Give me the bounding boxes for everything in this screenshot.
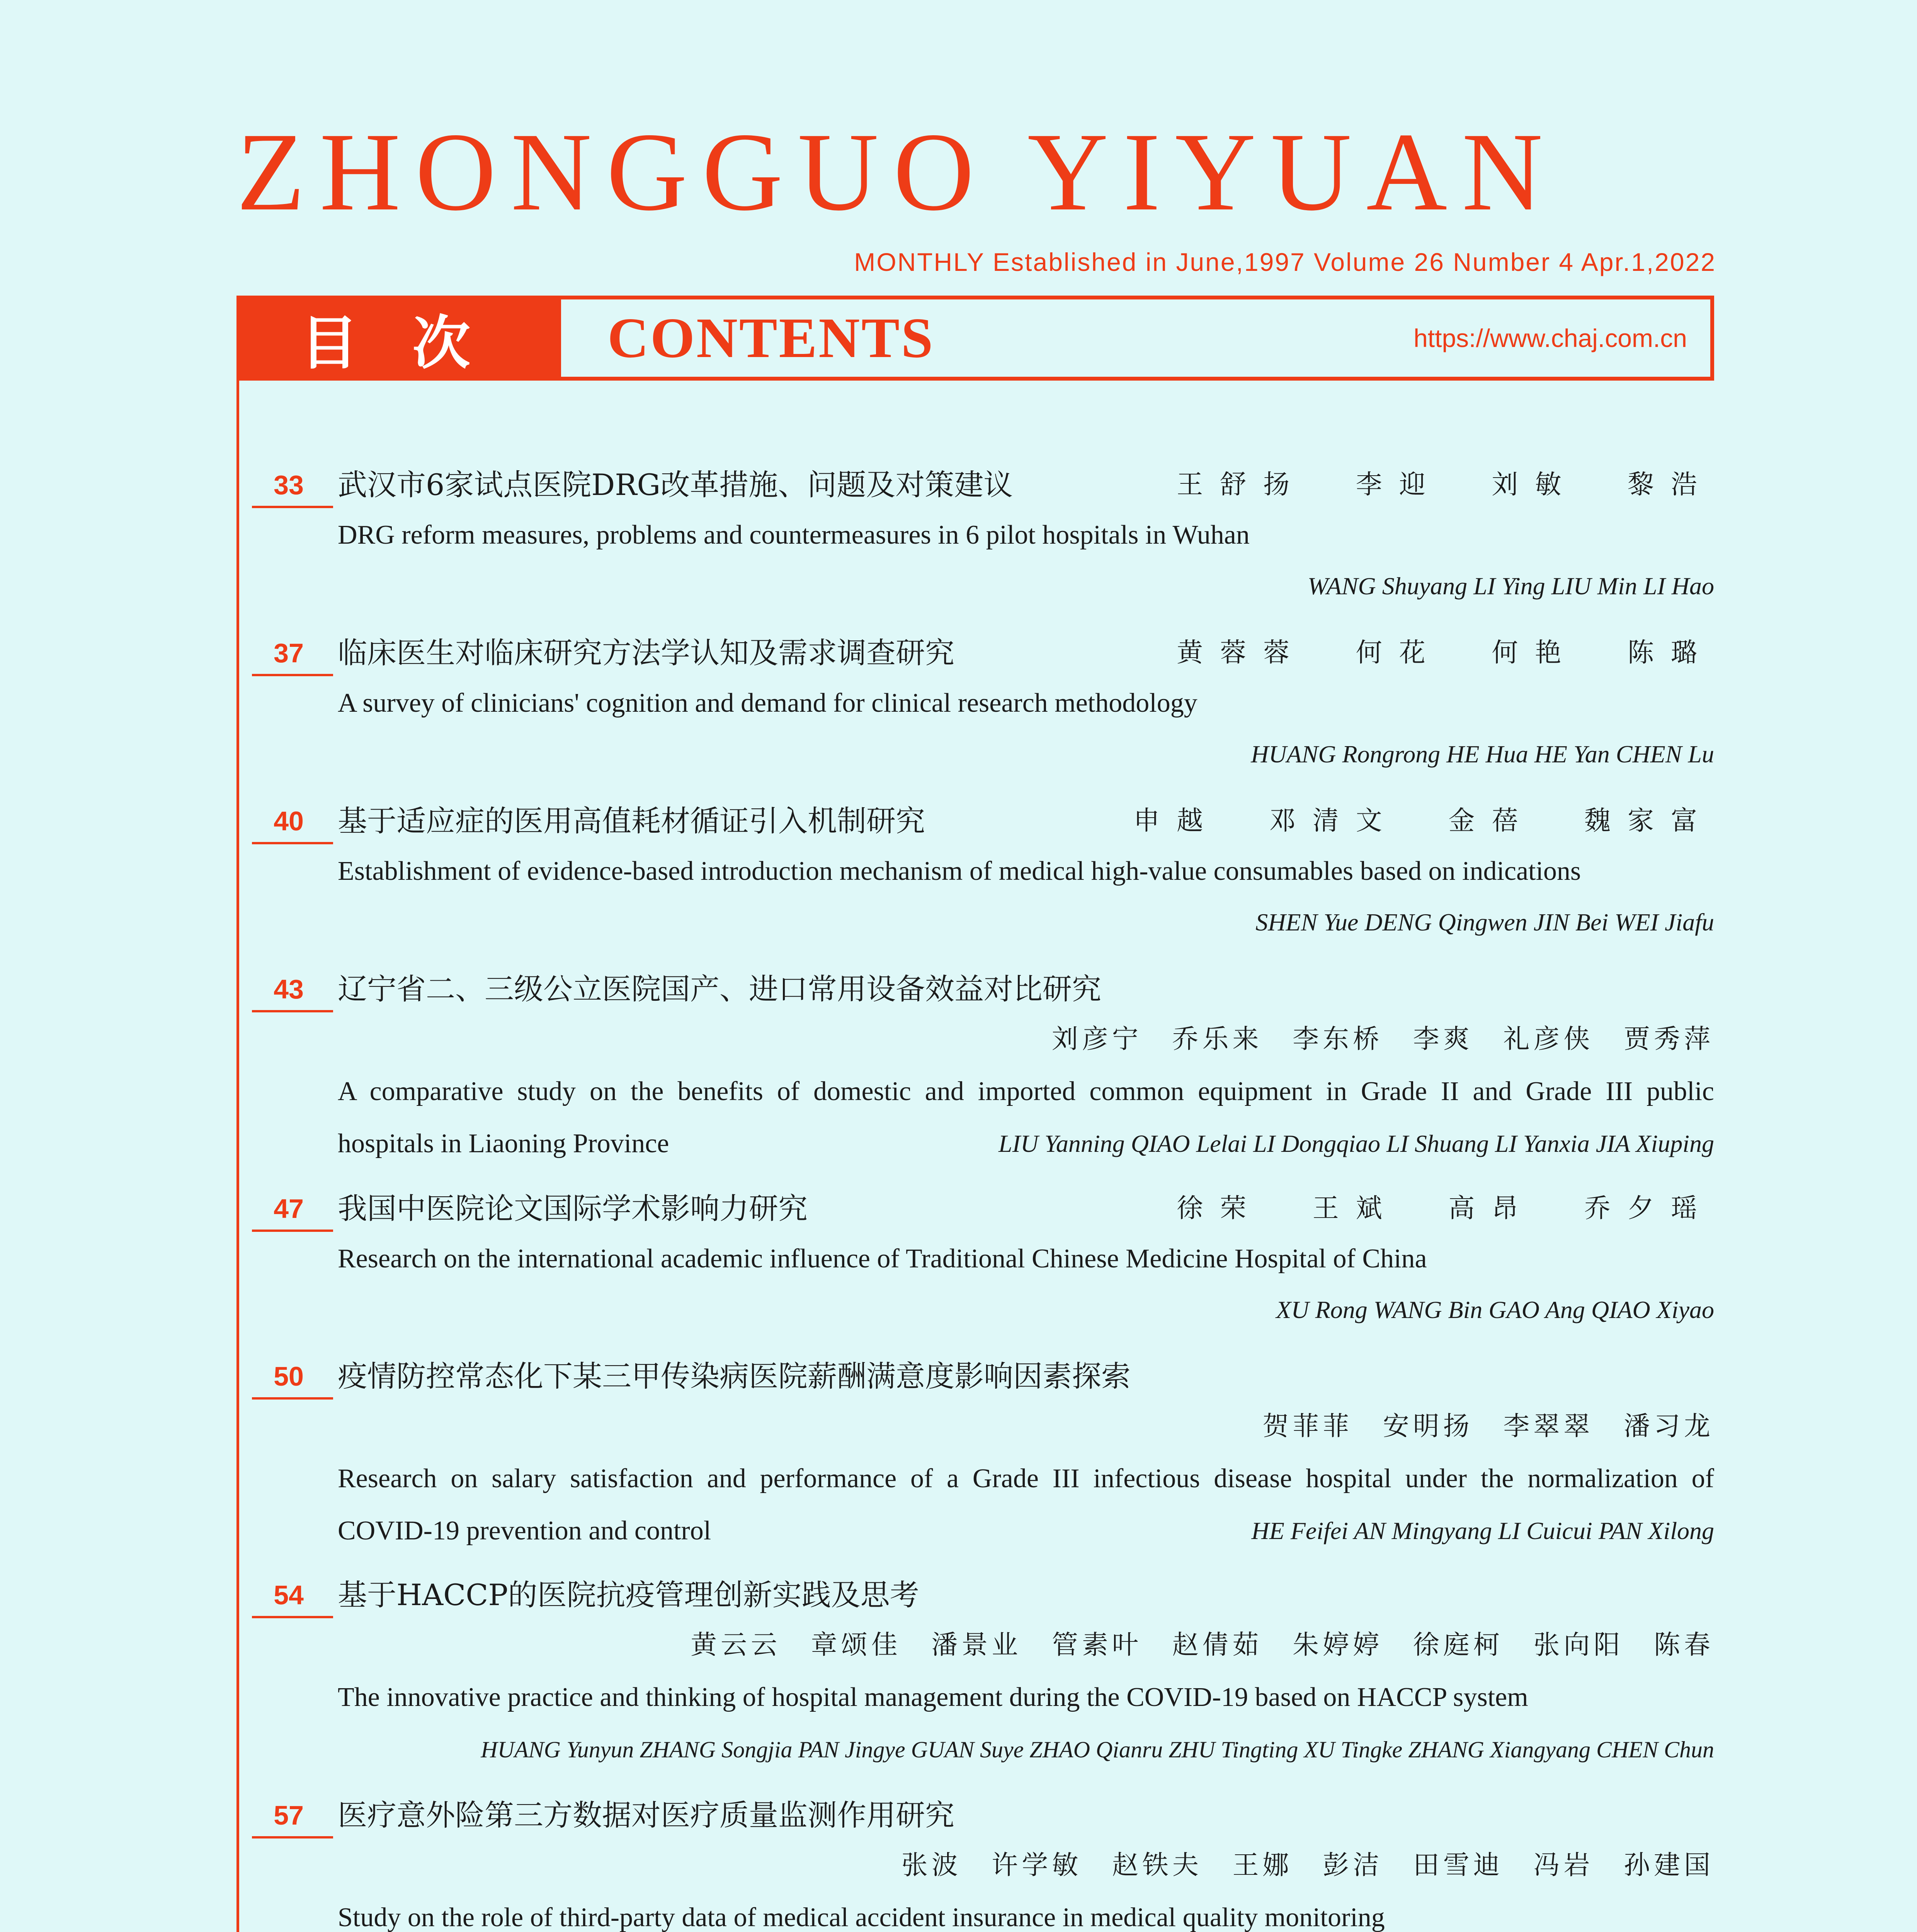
en-authors: LIU Yanning QIAO Lelai LI Dongqiao LI Shuang LI Yanxia JIA Xiuping	[998, 1130, 1714, 1157]
contents-header-bar	[236, 296, 1714, 381]
cn-authors: 黄云云 章颂佳 潘景业 管素叶 赵倩茹 朱婷婷 徐庭柯 张向阳 陈春	[691, 1630, 1714, 1660]
page-number: 57	[252, 1796, 325, 1835]
page-number: 37	[252, 634, 325, 672]
en-title-line-1: A comparative study on the benefits of domestic and imported common equipment in Grade II and Grade III public	[338, 1077, 1714, 1106]
cn-title: 武汉市6家试点医院DRG改革措施、问题及对策建议	[338, 468, 1013, 502]
en-title-line-2: hospitals in Liaoning Province	[338, 1129, 669, 1158]
cn-authors: 王舒扬 李迎 刘敏 黎浩	[1177, 469, 1714, 500]
journal-masthead: ZHONGGUO YIYUAN	[236, 110, 1558, 234]
cn-title: 基于HACCP的医院抗疫管理创新实践及思考	[338, 1578, 919, 1612]
en-title-line-1: Research on salary satisfaction and performance of a Grade III infectious disease hospital under the normalization of	[338, 1464, 1714, 1493]
cn-title: 临床医生对临床研究方法学认知及需求调查研究	[338, 636, 954, 670]
cn-title: 基于适应症的医用高值耗材循证引入机制研究	[338, 804, 925, 838]
cn-title: 医疗意外险第三方数据对医疗质量监测作用研究	[338, 1798, 954, 1832]
page-number: 40	[252, 802, 325, 840]
en-title: DRG reform measures, problems and countermeasures in 6 pilot hospitals in Wuhan	[338, 520, 1250, 550]
left-margin-rule	[236, 381, 239, 1932]
en-authors: HUANG Rongrong HE Hua HE Yan CHEN Lu	[1251, 740, 1714, 768]
en-title: The innovative practice and thinking of hospital management during the COVID-19 based on HACCP system	[338, 1682, 1528, 1712]
en-title: Establishment of evidence-based introduction mechanism of medical high-value consumables based on indications	[338, 856, 1581, 886]
cn-title: 我国中医院论文国际学术影响力研究	[338, 1191, 808, 1226]
page-number: 54	[252, 1576, 325, 1614]
en-authors: WANG Shuyang LI Ying LIU Min LI Hao	[1307, 572, 1714, 600]
page-number: 33	[252, 466, 325, 504]
page-number: 50	[252, 1357, 325, 1396]
cn-title: 辽宁省二、三级公立医院国产、进口常用设备效益对比研究	[338, 972, 1101, 1006]
page-number: 47	[252, 1189, 325, 1228]
cn-title: 疫情防控常态化下某三甲传染病医院薪酬满意度影响因素探索	[338, 1359, 1131, 1393]
cn-authors: 徐荣 王斌 高昂 乔夕瑶	[1177, 1193, 1714, 1224]
cn-authors: 申越 邓清文 金蓓 魏家富	[1133, 806, 1714, 836]
en-authors: HE Feifei AN Mingyang LI Cuicui PAN Xilong	[1251, 1517, 1714, 1544]
cn-authors: 贺菲菲 安明扬 李翠翠 潘习龙	[1262, 1411, 1714, 1442]
page-number: 43	[252, 970, 325, 1009]
cn-authors: 张波 许学敏 赵铁夫 王娜 彭洁 田雪迪 冯岩 孙建国	[901, 1850, 1714, 1881]
en-title-line-2: COVID-19 prevention and control	[338, 1516, 711, 1546]
cn-authors: 刘彦宁 乔乐来 李东桥 李爽 礼彦侠 贾秀萍	[1051, 1024, 1714, 1054]
en-title: Research on the international academic influence of Traditional Chinese Medicine Hospital of China	[338, 1244, 1427, 1274]
issue-info: MONTHLY Established in June,1997 Volume 26 Number 4 Apr.1,2022	[854, 248, 1716, 276]
en-title: A survey of clinicians' cognition and demand for clinical research methodology	[338, 688, 1197, 718]
en-authors: SHEN Yue DENG Qingwen JIN Bei WEI Jiafu	[1255, 908, 1714, 936]
contents-en-label: CONTENTS	[607, 306, 935, 370]
contents-cn-label: 目次	[240, 299, 561, 377]
en-authors: HUANG Yunyun ZHANG Songjia PAN Jingye GUAN Suye ZHAO Qianru ZHU Tingting XU Tingke ZHANG Xiangyang CHEN Chun	[481, 1737, 1714, 1762]
journal-url-link[interactable]: https://www.chaj.com.cn	[1414, 324, 1687, 352]
en-title: Study on the role of third-party data of medical accident insurance in medical quality monitoring	[338, 1903, 1385, 1932]
cn-authors: 黄蓉蓉 何花 何艳 陈璐	[1177, 638, 1714, 668]
en-authors: XU Rong WANG Bin GAO Ang QIAO Xiyao	[1276, 1296, 1714, 1323]
